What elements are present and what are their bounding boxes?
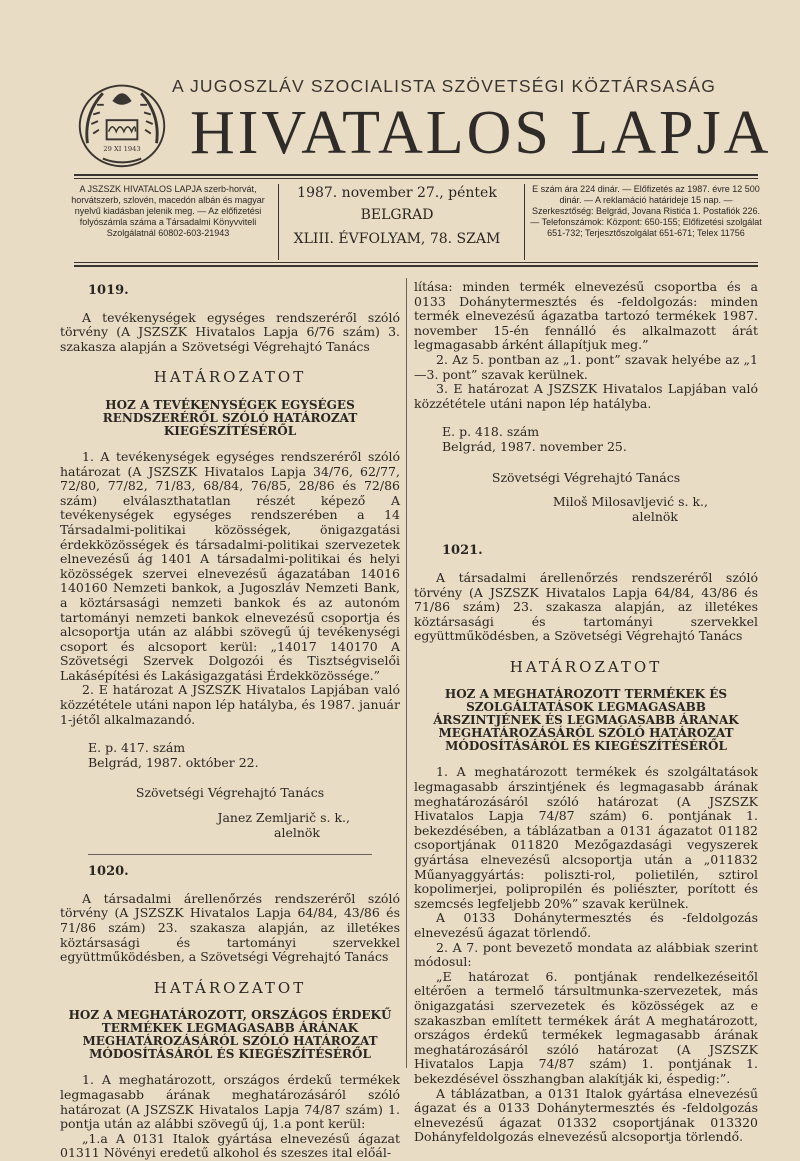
decree-paragraph: 3. E határozat A JSZSZK Hivatalos Lapjában való közzététele utáni napon lép hatályba. <box>414 381 758 411</box>
decree-paragraph: 2. E határozat A JSZSZK Hivatalos Lapjában való közzététele utáni napon lép hatályba, és 1987. január 1-jétől alkalmazandó. <box>60 682 400 727</box>
signer-name: Janez Zemljarič s. k., <box>217 810 350 826</box>
decree-paragraph: 2. Az 5. pontban az „1. pont” szavak helyébe az „1—3. pont” szavak kerülnek. <box>414 351 758 382</box>
decree-paragraph: A táblázatban, a 0131 Italok gyártása elnevezésű ágazat és a 0133 Dohánytermesztés és -feldolgozás elnevezésű ágazat 01332 csoportjának 013320 Dohányfeldolgozás elnevezésű alcsoportja törlendő. <box>414 1085 758 1145</box>
divider <box>74 265 758 267</box>
decree-subheading: HOZ A MEGHATÁROZOTT TERMÉKEK ÉS SZOLGÁLTATÁSOK LEGMAGASABB ÁRSZINTJÉNEK ÉS LEGMAGASABB ÁRANAK MEGHATÁROZÁSÁRÓL SZÓLÓ HATÁROZAT MÓDOSÍTÁSÁRÓL ÉS KIEGÉSZÍTÉSÉRŐL <box>433 687 739 754</box>
svg-text:29 XI 1943: 29 XI 1943 <box>103 144 141 153</box>
decree-paragraph: lítása: minden termék elnevezésű csoportba és a 0133 Dohánytermesztés és -feldolgozás: minden termék elnevezésű ágazatba tartozó termékek 1987. november 15-én fennálló és alkalmazott árát legmagasabb árként állapítjuk meg.” <box>414 279 758 353</box>
decree-paragraph: 1. A meghatározott, országos érdekű termékek legmagasabb árának meghatározásáról szóló határozat (A JSZSZK Hivatalos Lapja 74/87 szám) 1. pontja után az alábbi szövegű új, 1.a pont kerül: <box>60 1072 400 1132</box>
divider <box>278 184 279 260</box>
state-emblem-icon <box>74 76 170 172</box>
decree-heading: HATÁROZATOT <box>153 978 307 997</box>
issue-volume: XLIII. ÉVFOLYAM, 78. SZAM <box>293 231 501 247</box>
signer-role: alelnök <box>274 824 320 840</box>
decree-paragraph: A 0133 Dohánytermesztés és -feldolgozás elnevezésű ágazat törlendő. <box>414 910 758 940</box>
decree-subheading: HOZ A MEGHATÁROZOTT, ORSZÁGOS ÉRDEKŰ TERMÉKEK LEGMAGASABB ÁRÁNAK MEGHATÁROZÁSÁRÓL SZÓLÓ HATÁROZAT MÓDOSÍTÁSÁRÓL ÉS KIEGÉSZÍTÉSÉRŐL <box>68 1008 392 1062</box>
header-issue-info <box>282 184 512 248</box>
decree-reference: E. p. 418. szám <box>442 424 540 440</box>
decree-paragraph: 1. A tevékenységek egységes rendszeréről szóló határozat (A JSZSZK Hivatalos Lapja 34/76, 62/77, 72/80, 77/82, 71/83, 68/84, 76/85, 28/86 és 72/86 szám) elválaszthatatlan részét képező A tevékenységek egységes rendszerében a 14 Társadalmi-politikai közösségek, önigazgatási érdekközösségek és társadalmi-politikai szervezetek elnevezésű ág 1401 A társadalmi-politikai és helyi közösségek szervei elnevezésű ágazatában 14016 140160 Nemzeti bankok, a Jugoszláv Nemzeti Bank, a köztársasági nemzeti bankok és az autonóm tartományi nemzeti bankok elnevezésű csoportja és alcsoportja után az alábbi szövegű új tevékenységi csoport és alcsoport kerül: „14017 140170 A Szövetségi Szervek Dolgozói és Tisztségviselői Lakásépítési és Lakásigazgatási Érdekközössége.” <box>60 448 400 683</box>
decree-intro: A társadalmi árellenőrzés rendszeréről szóló törvény (A JSZSZK Hivatalos Lapja 64/84, 43/86 és 71/86 szám) 23. szakasza alapján, az illetékes köztársasági és tartományi szervekkel együttműködésben, a Szövetségi Végrehajtó Tanács <box>414 569 758 644</box>
divider <box>74 174 758 176</box>
republic-name: A JUGOSZLÁV SZOCIALISTA SZÖVETSÉGI KÖZTÁRSASÁG <box>172 76 717 96</box>
header-publication-info: A JSZSZK HIVATALOS LAPJA szerb-horvát, horvátszerb, szlovén, macedón albán és magyar nyelvű kiadásban jelenik meg. — Az előfizetési folyószámla száma a Társadalmi Könyvviteli Szolgálatnál 60802-603-21943 <box>71 184 265 238</box>
decree-number: 1020. <box>88 864 129 880</box>
decree-place-date: Belgrád, 1987. október 22. <box>88 754 259 770</box>
right-column <box>414 280 758 1145</box>
signer-name: Miloš Milosavljević s. k., <box>552 494 708 510</box>
council-name: Szövetségi Végrehajtó Tanács <box>491 469 681 485</box>
divider <box>524 184 525 260</box>
decree-number: 1021. <box>442 543 483 559</box>
decree-reference: E. p. 417. szám <box>88 740 186 756</box>
left-column <box>60 280 400 1161</box>
decree-paragraph: „E határozat 6. pontjának rendelkezéseitől eltérően a termelő társultmunka-szervezetek, más önigazgatási szervezetek és közösségek az e szakaszban említett termékek árát A meghatározott, országos érdekű termékek legmagasabb árának meghatározásáról szóló határozat (A JSZSZK Hivatalos Lapja 74/87 szám) 1. pontjának 1. bekezdésével összhangban alakítják ki, éspedig:”. <box>414 968 758 1086</box>
decree-paragraph: „1.a A 0131 Italok gyártása elnevezésű ágazat 01311 Növényi eredetű alkohol és szeszes ital előál- <box>60 1130 400 1161</box>
page-title: HIVATALOS LAPJA <box>190 99 772 167</box>
decree-heading: HATÁROZATOT <box>509 657 663 676</box>
decree-intro: A társadalmi árellenőrzés rendszeréről szóló törvény (A JSZSZK Hivatalos Lapja 64/84, 43/86 és 71/86 szám) 23. szakasza alapján, az illetékes köztársasági és tartományi szervekkel együttműködésben, a Szövetségi Végrehajtó Tanács <box>60 890 400 965</box>
decree-paragraph: 2. A 7. pont bevezető mondata az alábbiak szerint módosul: <box>414 939 758 970</box>
divider <box>74 262 758 263</box>
decree-heading: HATÁROZATOT <box>153 368 307 387</box>
column-divider <box>406 278 407 1068</box>
decree-number: 1019. <box>88 283 129 298</box>
council-name: Szövetségi Végrehajtó Tanács <box>135 785 325 801</box>
divider <box>74 178 758 179</box>
issue-place: BELGRAD <box>360 207 434 223</box>
decree-place-date: Belgrád, 1987. november 25. <box>442 438 627 454</box>
divider <box>88 854 372 855</box>
issue-date: 1987. november 27., péntek <box>297 185 497 201</box>
signer-role: alelnök <box>632 508 678 524</box>
decree-paragraph: 1. A meghatározott termékek és szolgáltatások legmagasabb árszintjének és legmagasabb árának meghatározásáról szóló határozat (A JSZSZK Hivatalos Lapja 74/87 szám) 6. pontjának 1. bekezdésében, a táblázatban a 0131 ágazatot 01182 csoportjának 011820 Mezőgazdasági vegyszerek gyártása elnevezésű alcsoportja után a „011832 Műanyaggyártás: poliszti-rol, polietilén, sztirol kopolimerjei, polipropilén és poliészter, porított és szemcsés legfeljebb 20%” szavak kerülnek. <box>414 764 758 911</box>
decree-subheading: HOZ A TEVÉKENYSÉGEK EGYSÉGES RENDSZERÉRŐL SZÓLÓ HATÁROZAT KIEGÉSZÍTÉSÉRŐL <box>102 397 358 438</box>
header-price-info: E szám ára 224 dinár. — Előfizetés az 1987. évre 12 500 dinár. — A reklamáció határideje 15 nap. — Szerkesztőség: Belgrád, Jovana Ristića 1. Postafiók 226. — Telefonszámok: Központ: 650-155; Előfizetési szolgálat 651-732; Terjesztőszolgálat 651-671; Telex 11756 <box>530 184 762 238</box>
decree-intro: A tevékenységek egységes rendszeréről szóló törvény (A JSZSZK Hivatalos Lapja 6/76 szám) 3. szakasza alapján a Szövetségi Végrehajtó Tanács <box>60 309 400 354</box>
